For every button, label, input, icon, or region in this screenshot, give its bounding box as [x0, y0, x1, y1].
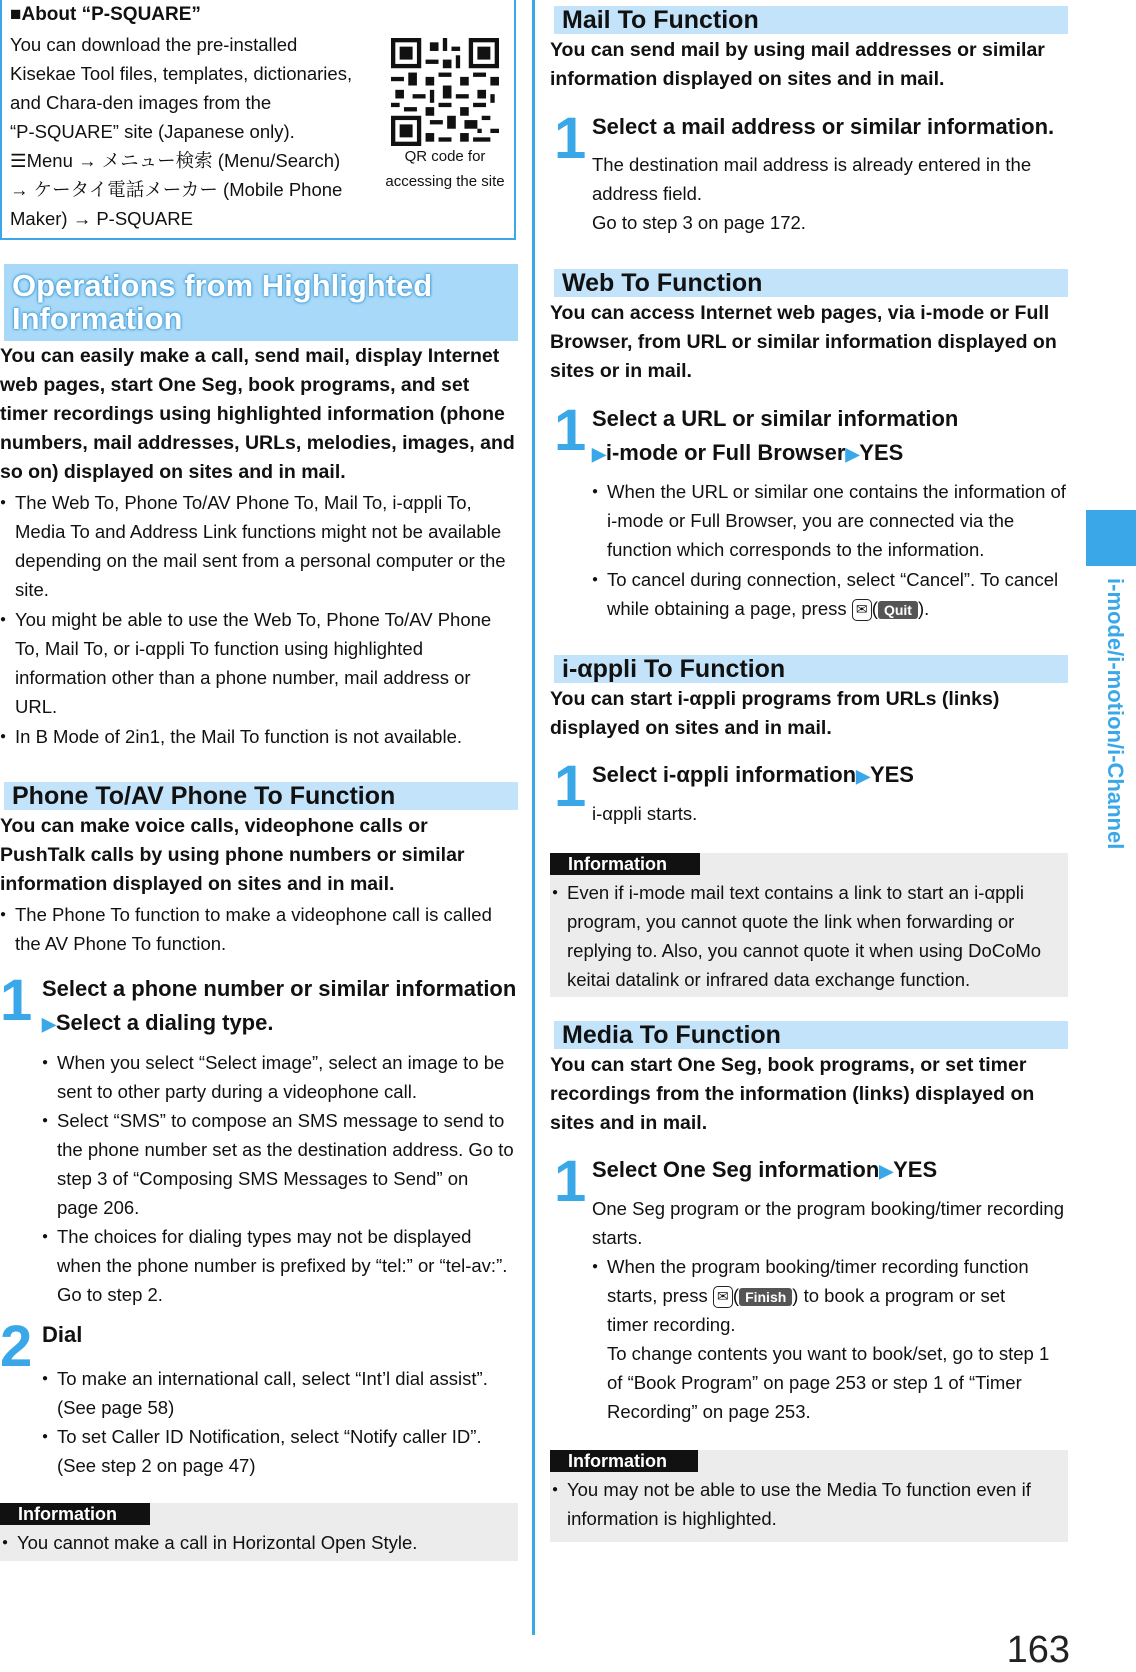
arrow-right-icon: ▶: [856, 766, 870, 786]
step-title-text: Select a dialing type.: [55, 1010, 274, 1035]
web-to-intro: You can access Internet web pages, via i-mode or Full Browser, from URL or similar information displayed on sites or in mail.: [550, 302, 1057, 382]
step-bullet: ● When the program booking/timer recording function starts, press ✉ ( Finish ) to book a program or set timer recording. To change contents you want to book/set, go to step 1 of “Book Program” on page 253 or step 1 of “Timer Recording” on page 253.: [592, 1252, 1077, 1426]
operations-bullet: ● The Web To, Phone To/AV Phone To, Mail To, i-αppli To, Media To and Address Link functions might not be available depending on the mail sent from a personal computer or the site.: [0, 488, 520, 604]
iappli-to-heading-band: [550, 655, 1068, 683]
iappli-to-step-title: [592, 758, 1072, 793]
info-text: ● You may not be able to use the Media To function even if information is highlighted.: [552, 1475, 1067, 1533]
arrow-right-icon: ▶: [592, 444, 606, 464]
operations-heading-line1: Operations from Highlighted: [12, 268, 433, 303]
about-line: ☰Menu → メニュー検索 (Menu/Search): [10, 150, 341, 171]
bullet-text: ).: [917, 598, 930, 619]
about-line: “P-SQUARE” site (Japanese only).: [10, 121, 295, 142]
arrow-right-icon: ▶: [42, 1014, 56, 1034]
step-bullet: ● When the URL or similar one contains the information of i-mode or Full Browser, you are connected via the function which corresponds to the information.: [592, 477, 1077, 564]
about-body: [10, 30, 370, 233]
operations-heading-line2: Information: [12, 301, 183, 336]
step-bullet: ● When you select “Select image”, select an image to be sent to other party during a videophone call.: [42, 1048, 527, 1106]
mail-key-icon: ✉: [713, 1286, 733, 1308]
step-number: 1: [554, 106, 587, 171]
phone-to-info-box: [0, 1503, 518, 1561]
step-title-text: Select a URL or similar information: [592, 406, 959, 431]
about-line: You can download the pre-installed: [10, 34, 298, 55]
about-psquare-box: [0, 0, 516, 240]
side-chapter-label: i-mode/i-motion/i-Channel: [1103, 578, 1128, 850]
mail-to-heading: Mail To Function: [562, 6, 759, 34]
step-title-text: Select One Seg information: [592, 1157, 880, 1182]
step-title-text: YES: [869, 762, 914, 787]
intro-line: so on) displayed on sites and in mail.: [0, 461, 346, 483]
step-title-text: YES: [859, 440, 904, 465]
qr-caption-line: accessing the site: [385, 173, 505, 190]
mail-to-intro: You can send mail by using mail addresses or similar information displayed on sites and in mail.: [550, 39, 1045, 90]
step-bullet: ● To set Caller ID Notification, select “Notify caller ID”. (See step 2 on page 47): [42, 1422, 527, 1480]
media-to-step-title: [592, 1153, 1072, 1188]
mail-to-step-text: The destination mail address is already entered in the address field. Go to step 3 on page 172.: [592, 154, 1032, 233]
phone-to-heading: Phone To/AV Phone To Function: [12, 782, 396, 810]
phone-to-intro: You can make voice calls, videophone calls or PushTalk calls by using phone numbers or similar information displayed on sites and in mail.: [0, 815, 465, 895]
step-title-text: YES: [893, 1157, 938, 1182]
step-title-text: Select i-αppli information: [592, 762, 857, 787]
iappli-to-info-box: [550, 853, 1068, 997]
side-tab-marker: [1086, 510, 1136, 566]
phone-to-step2-title: Dial: [42, 1322, 83, 1347]
step-bullet: ● To make an international call, select “Int’l dial assist”. (See page 58): [42, 1364, 527, 1422]
media-to-heading: Media To Function: [562, 1021, 781, 1049]
step-bullet: ● The choices for dialing types may not be displayed when the phone number is prefixed by “tel:” or “tel-av:”. Go to step 2.: [42, 1222, 527, 1309]
operations-bullet: ● You might be able to use the Web To, Phone To/AV Phone To, Mail To, or i-αppli To function using highlighted information other than a phone number, mail address or URL.: [0, 605, 520, 721]
mail-to-step-title: Select a mail address or similar information.: [592, 114, 1055, 139]
media-to-step-text: One Seg program or the program booking/timer recording starts.: [592, 1198, 1064, 1248]
step-title-text: Select a phone number or similar information: [42, 976, 517, 1001]
bullet-text: To cancel during connection, select “Cancel”. To cancel while obtaining a page, press: [607, 569, 1059, 619]
intro-line: You can easily make a call, send mail, display Internet: [0, 345, 500, 367]
phone-to-heading-band: [0, 782, 518, 810]
about-line: Kisekae Tool files, templates, dictionaries,: [10, 63, 353, 84]
qr-caption: [376, 144, 514, 194]
quit-softkey: Quit: [878, 601, 918, 619]
step-number: 1: [0, 968, 33, 1033]
step-bullet: ● To cancel during connection, select “Cancel”. To cancel while obtaining a page, press ✉ ( Quit ).: [592, 565, 1077, 623]
media-to-intro: You can start One Seg, book programs, or set timer recordings from the information (links) displayed on sites and in mail.: [550, 1054, 1035, 1134]
media-to-info-box: [550, 1450, 1068, 1542]
step-number: 1: [554, 1149, 587, 1214]
info-tag: Information: [0, 1503, 150, 1525]
info-tag: Information: [550, 853, 700, 875]
about-line: and Chara-den images from the: [10, 92, 272, 113]
mail-key-icon: ✉: [852, 599, 872, 621]
web-to-heading: Web To Function: [562, 269, 763, 297]
step-title-text: i-mode or Full Browser: [605, 440, 846, 465]
step-number: 1: [554, 398, 587, 463]
step-number: 1: [554, 754, 587, 819]
phone-to-bullet: ● The Phone To function to make a videophone call is called the AV Phone To function.: [0, 900, 520, 958]
bullet-text: When the program booking/timer recording function starts, press: [607, 1256, 1029, 1306]
column-divider: [532, 0, 535, 1635]
media-to-heading-band: [550, 1021, 1068, 1049]
info-text: ● You cannot make a call in Horizontal Open Style.: [2, 1528, 517, 1557]
qr-caption-line: QR code for: [404, 148, 486, 165]
about-title: ■About “P-SQUARE”: [10, 4, 201, 25]
operations-heading-band: [0, 264, 518, 341]
about-line: → ケータイ電話メーカー (Mobile Phone: [10, 179, 343, 200]
iappli-to-heading: i-αppli To Function: [562, 655, 786, 683]
step-bullet: ● Select “SMS” to compose an SMS message to send to the phone number set as the destination address. Go to step 3 of “Composing SMS Messages to Send” on page 206.: [42, 1106, 527, 1222]
operations-bullet: ● In B Mode of 2in1, the Mail To function is not available.: [0, 722, 520, 751]
qr-code-image: [390, 38, 500, 146]
operations-intro: [0, 342, 518, 487]
iappli-to-step-text: i-αppli starts.: [592, 803, 698, 824]
mail-to-heading-band: [550, 6, 1068, 34]
finish-softkey: Finish: [739, 1288, 792, 1306]
phone-to-step1-title: [42, 972, 520, 1041]
info-tag: Information: [550, 1450, 698, 1472]
intro-line: timer recordings using highlighted information (phone: [0, 403, 505, 425]
arrow-right-icon: ▶: [879, 1161, 894, 1181]
iappli-to-intro: You can start i-αppli programs from URLs (links) displayed on sites and in mail.: [550, 688, 1000, 739]
web-to-step-title: [592, 402, 1072, 471]
bullet-text: ) to book a program or set timer recording. To change contents you want to book/set, go to step 1 of “Book Program” on page 253 or step 1 of “Timer Recording” on page 253.: [607, 1285, 1050, 1422]
web-to-heading-band: [550, 269, 1068, 297]
page-number: 163: [1006, 1629, 1070, 1671]
info-text: ● Even if i-mode mail text contains a link to start an i-αppli program, you cannot quote the link when forwarding or replying to. Also, you cannot quote it when using DoCoMo keitai datalink or infrared data exchange function.: [552, 878, 1067, 994]
arrow-right-icon: ▶: [845, 444, 860, 464]
intro-line: numbers, mail addresses, URLs, melodies, images, and: [0, 432, 515, 454]
about-line: Maker) → P-SQUARE: [10, 208, 193, 229]
intro-line: web pages, start One Seg, book programs, and set: [0, 374, 470, 396]
step-number: 2: [0, 1314, 33, 1379]
